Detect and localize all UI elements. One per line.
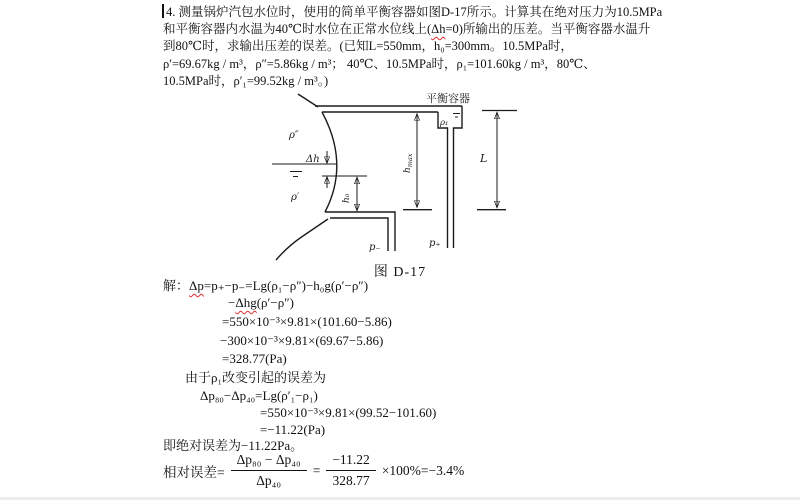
solution-label: 解： [163, 278, 190, 293]
solution-line-6: 由于ρ₁改变引起的误差为 [185, 370, 327, 385]
hmax-label-base: h [403, 167, 413, 173]
solution-line-2-pre: − [228, 295, 236, 310]
problem-line-4-text: ρ′=69.67kg / m³，ρ″=5.86kg / m³； 40℃、10.5MPa时，ρ₁=101.60kg / m³，80℃、 [163, 57, 596, 71]
delta-h-dimension [305, 151, 327, 188]
problem-line-1-text: 4. 测量锅炉汽包水位时，使用的简单平衡容器如图D-17所示。计算其在绝对压力为10.5MPa [166, 5, 663, 19]
l-label: L [480, 152, 488, 165]
rho-double-prime-label: ρ″ [289, 130, 299, 141]
spellcheck-underline-dp: Δp [189, 278, 204, 293]
hmax-label [403, 153, 414, 173]
problem-line-2-pre: 和平衡容器内水温为40℃时水位在正常水位线上( [163, 22, 432, 36]
relative-error-result: ×100%=−3.4% [381, 462, 465, 478]
water-pipe [325, 212, 395, 251]
drum-wall [276, 112, 337, 260]
hmax-dimension [403, 114, 432, 210]
fraction-2-denominator: 328.77 [332, 473, 370, 488]
water-level-lines [272, 164, 367, 177]
fraction-1-denominator: Δp₄₀ [256, 473, 282, 488]
equals-sign: = [312, 462, 321, 478]
solution-line-9: =−11.22(Pa) [260, 422, 326, 437]
rho-prime-label: ρ′ [291, 192, 300, 203]
solution-line-10: 即绝对误差为−11.22Pa。 [163, 438, 304, 453]
fraction-dp80-dp40 [231, 452, 307, 489]
figure-caption: 图 D-17 [373, 265, 427, 280]
solution-line-2 [228, 294, 294, 312]
h0-label: h₀ [342, 193, 352, 203]
solution-line-1 [163, 277, 368, 295]
balance-vessel [426, 91, 470, 248]
p-minus-label: p₋ [369, 242, 381, 253]
delta-h-label: Δh [306, 154, 320, 165]
figure-d17-diagram [270, 88, 590, 264]
problem-line-4 [163, 56, 596, 73]
solution-line-4: −300×10⁻³×9.81×(69.67−5.86) [220, 333, 384, 348]
solution-line-1-eq: =p₊−p₋=Lg(ρ₁−ρ″)−h₀g(ρ′−ρ″) [203, 278, 369, 293]
p-plus-label: p₊ [429, 238, 441, 249]
balance-vessel-title: 平衡容器 [426, 92, 470, 105]
problem-line-3 [163, 38, 573, 55]
rho1-label: ρ₁ [440, 118, 449, 128]
relative-error-label: 相对误差= [163, 464, 225, 480]
solution-line-8: =550×10⁻³×9.81×(99.52−101.60) [260, 405, 437, 420]
problem-line-2 [163, 21, 650, 38]
problem-line-3-text: 到80℃时，求输出压差的误差。(已知L=550mm，h₀=300mm。10.5MPa时， [163, 39, 573, 53]
solution-line-5: =328.77(Pa) [222, 351, 287, 366]
problem-line-2-post: =0)所输出的压差。当平衡容器水温升 [445, 22, 651, 36]
spellcheck-underline-dhg: Δhg [235, 295, 257, 310]
l-dimension [477, 111, 517, 210]
spellcheck-underline-dh: Δh [431, 22, 446, 36]
solution-line-7: Δp₈₀−Δp₄₀=Lg(ρ′₁−ρ₁) [200, 388, 318, 403]
relative-error-equation [163, 452, 464, 489]
fraction-values [326, 452, 376, 489]
h0-dimension [342, 178, 357, 211]
fraction-2-numerator: −11.22 [326, 452, 376, 471]
solution-line-3: =550×10⁻³×9.81×(101.60−5.86) [222, 314, 392, 329]
text-cursor [162, 4, 164, 18]
fraction-1-numerator: Δp₈₀ − Δp₄₀ [231, 452, 307, 471]
problem-line-5-text: 10.5MPa时，ρ′₁=99.52kg / m³。) [163, 74, 329, 88]
hmax-label-sub: max [406, 153, 414, 168]
solution-line-2-post: (ρ′−ρ″) [256, 295, 294, 310]
problem-line-1 [166, 4, 662, 21]
